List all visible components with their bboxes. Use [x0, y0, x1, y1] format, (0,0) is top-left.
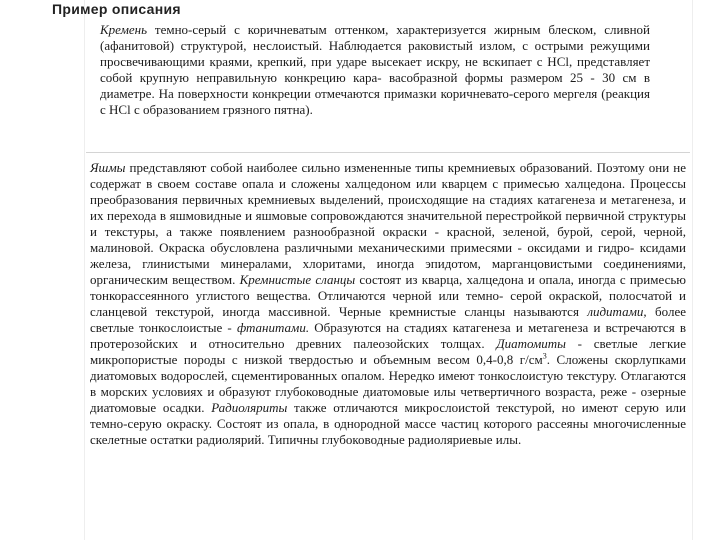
flint-description-paragraph	[100, 22, 650, 118]
page-heading: Пример описания	[52, 1, 181, 17]
jasper-text: представляют собой наиболее сильно измененные типы кремниевых образований. Поэтому они не содержат в своем составе опала и сложены халцедоном или кварцем с примесью халцедона. Процессы преобразования первичных кремниевых выделений, происходящие на стадиях катагенеза и метагенеза, и их перехода в яшмовидные и яшмовые сопровождаются значительной перестройкой первичной структуры и текстуры, а также появлением разнообразной окраски - красной, зеленой, бурой, серой, черной, малиновой. Окраска обусловлена различными механическими примесями - оксидами и гидро- ксидами железа, глинистыми минералами, хлоритами, иногда эпидотом, марганцовистыми соединениями, органическим веществом.	[90, 160, 686, 287]
cubic-superscript: 3	[542, 351, 547, 361]
siliceous-rocks-paragraph	[90, 160, 686, 448]
jasper-term: Яшмы	[90, 160, 126, 175]
page-right-edge	[692, 0, 693, 540]
diatomite-term: Диатомиты	[496, 336, 566, 351]
diatomite-text-a: - светлые легкие микропористые породы с низкой твердостью и объемным весом 0,4-0,8 г/см	[90, 336, 687, 367]
siliceous-shale-term: Кремнистые сланцы	[239, 272, 356, 287]
siliceous-shale-text-c: Образуются на стадиях катагенеза и метагенеза и встречаются в протерозойских и относительно древних палеозойских толщах.	[90, 320, 686, 351]
page-left-edge	[84, 0, 85, 540]
section-divider	[86, 152, 690, 153]
lydite-term: лидитами,	[587, 304, 647, 319]
phtanite-term: фтанитами.	[236, 320, 310, 335]
flint-text: темно-серый с коричневатым оттенком, характеризуется жирным блеском, сливной (афанитовой) структурой, неслоистый. Наблюдается раковистый излом, с острыми режущими просвечивающими краями, крепкий, при ударе высекает искру, не вскипает с НСl, представляет собой крупную неправильную конкрецию кара- васобразной формы размером 25 - 30 см в диаметре. На поверхности конкреции отмечаются примазки коричневато-серого мергеля (реакция с НСl с образованием грязного пятна).	[100, 22, 650, 117]
siliceous-shale-text-a: состоят из кварца, халцедона и опала, иногда с примесью тонкорассеянного углистого вещества. Отличаются черной или темно- серой окраской, полосчатой и сланцевой текстурой, иногда массивной. Черные кремнистые сланцы называются	[90, 272, 686, 319]
siliceous-shale-text-b: более светлые тонкослоистые -	[90, 304, 686, 335]
radiolarite-text: также отличаются микрослоистой текстурой, но имеют серую или темно-серую окраску. Состоят из опала, в однородной массе частиц которого рассеяны многочисленные скелетные остатки радиолярий. Типичны глубоководные радиоляриевые илы.	[90, 400, 686, 447]
diatomite-text-b: . Сложены скорлупками диатомовых водорослей, сцементированных опалом. Нередко имеют тонкослоистую текстуру. Отлагаются в морских условиях и образуют глубоководные диатомовые илы четвертичного возраста, реже - озерные диатомовые осадки.	[90, 352, 686, 415]
flint-term: Кремень	[100, 22, 148, 37]
radiolarite-term: Радиоляриты	[211, 400, 288, 415]
